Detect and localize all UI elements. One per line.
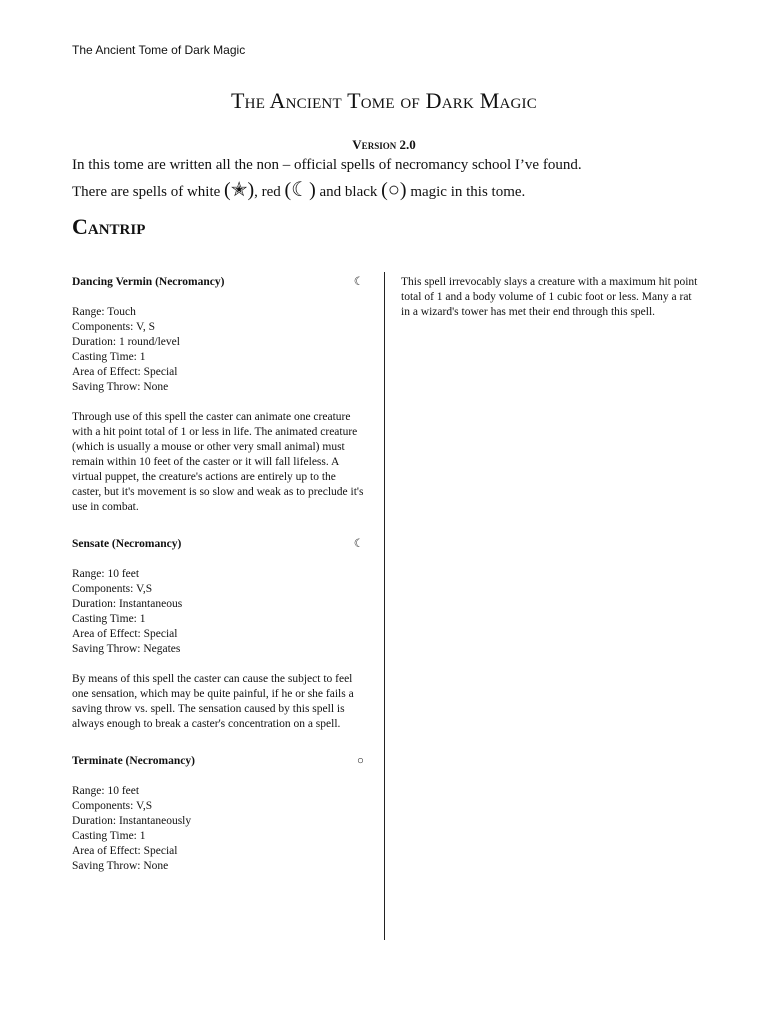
column-divider [384, 272, 385, 940]
spell-stat: Range: 10 feet [72, 785, 140, 797]
spell-stat: Range: 10 feet [72, 568, 140, 580]
spell-entry [72, 754, 368, 874]
running-header: The Ancient Tome of Dark Magic [72, 43, 246, 57]
document-title: The Ancient Tome of Dark Magic [231, 88, 537, 113]
right-column [401, 275, 701, 320]
spell-name: Terminate (Necromancy) [72, 755, 195, 767]
spell-stat: Area of Effect: Special [72, 366, 178, 378]
spell-description: By means of this spell the caster can cause the subject to feel one sensation, which may be quite painful, if he or she fails a saving throw vs. spell. The sensation caused by this spell is always enough to break a caster's concentration on a spell. [72, 673, 354, 730]
moon-icon: ☾ [353, 538, 364, 550]
moon-icon: ☾ [353, 276, 364, 288]
spell-stat: Duration: 1 round/level [72, 336, 180, 348]
spell-name: Sensate (Necromancy) [72, 538, 182, 550]
spell-stat: Casting Time: 1 [72, 351, 146, 363]
spell-header [72, 537, 368, 552]
spell-entry [72, 275, 368, 515]
spell-stat: Duration: Instantaneously [72, 815, 192, 827]
spell-name: Dancing Vermin (Necromancy) [72, 276, 225, 288]
spell-stat: Casting Time: 1 [72, 613, 146, 625]
spell-description: Through use of this spell the caster can animate one creature with a hit point total of 1 or less in life. The animated creature (which is usually a mouse or other very small animal) must remain within 10 feet of the caster or it will fall lifeless. A virtual puppet, the creature's actions are entirely up to the caster, but it's movement is so slow and weak as to preclude it's use in combat. [72, 411, 364, 513]
intro-paragraph [72, 153, 712, 205]
circle-icon: ○ [357, 755, 364, 767]
version-label: Version 2.0 [352, 137, 416, 152]
spell-stat: Components: V, S [72, 321, 155, 333]
spell-description-continued: This spell irrevocably slays a creature with a maximum hit point total of 1 and a body volume of 1 cubic foot or less. Many a rat in a wizard's tower has met their end through this spell. [401, 276, 698, 318]
spell-stat: Components: V,S [72, 800, 153, 812]
spell-header [72, 275, 368, 290]
spell-stat: Duration: Instantaneous [72, 598, 183, 610]
spell-entry [72, 537, 368, 732]
section-heading-cantrip: Cantrip [72, 214, 146, 239]
intro-line-2: There are spells of white (✭), red (☾) and black (○) magic in this tome. [72, 179, 526, 201]
black-magic-symbol: (○) [381, 179, 407, 201]
spell-stat: Range: Touch [72, 306, 136, 318]
spell-stat: Area of Effect: Special [72, 628, 178, 640]
spell-stat: Components: V,S [72, 583, 153, 595]
spell-stat: Casting Time: 1 [72, 830, 146, 842]
red-magic-symbol: (☾) [284, 179, 316, 201]
spell-header [72, 754, 368, 769]
white-magic-symbol: (✭) [224, 179, 255, 201]
left-column [72, 275, 368, 896]
spell-stat: Saving Throw: None [72, 381, 169, 393]
intro-line-1: In this tome are written all the non – official spells of necromancy school I’ve found. [72, 157, 582, 173]
spell-stat: Saving Throw: Negates [72, 643, 181, 655]
spell-stat: Saving Throw: None [72, 860, 169, 872]
spell-stat: Area of Effect: Special [72, 845, 178, 857]
